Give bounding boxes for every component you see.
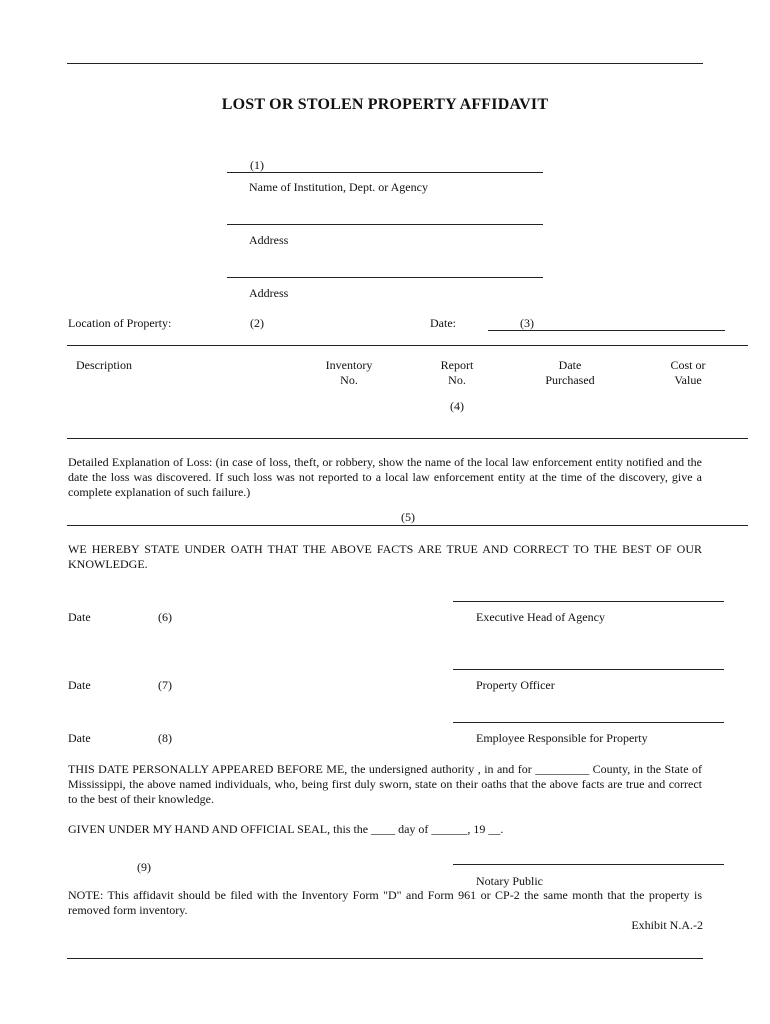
signature-1-role: Executive Head of Agency <box>476 610 605 624</box>
col-inventory-line1: Inventory <box>325 358 373 372</box>
signature-1-date-label: Date <box>68 610 91 624</box>
col-inventory-line2: No. <box>340 373 358 387</box>
signature-line-executive[interactable] <box>453 601 724 602</box>
institution-name-label: Name of Institution, Dept. or Agency <box>249 180 428 194</box>
field-9-number: (9) <box>137 860 151 874</box>
signature-line-property-officer[interactable] <box>453 669 724 670</box>
col-report-line1: Report <box>440 358 474 372</box>
field-4-number: (4) <box>450 399 464 413</box>
col-cost-line2: Value <box>674 373 702 387</box>
explanation-rule[interactable] <box>67 525 748 526</box>
field-8-number: (8) <box>158 731 172 745</box>
col-date-line2: Purchased <box>545 373 595 387</box>
top-rule <box>67 63 703 64</box>
field-2-number: (2) <box>250 316 264 330</box>
col-cost-line1: Cost or <box>670 358 706 372</box>
location-label: Location of Property: <box>68 316 172 330</box>
notary-signature-line[interactable] <box>453 864 724 865</box>
field-5-number: (5) <box>401 510 415 524</box>
field-3-number: (3) <box>520 316 534 330</box>
given-statement: GIVEN UNDER MY HAND AND OFFICIAL SEAL, this the ____ day of ______, 19 __. <box>68 822 504 836</box>
bottom-rule <box>67 958 703 959</box>
address-line-2[interactable] <box>227 277 543 278</box>
appeared-statement: THIS DATE PERSONALLY APPEARED BEFORE ME, the undersigned authority , in and for _________ County, in the State of Mississippi, the above named individuals, who, being first duly sworn, state on their oaths that the above facts are true and correct to the best of their knowledge. <box>68 762 702 806</box>
signature-2-role: Property Officer <box>476 678 555 692</box>
table-bottom-rule <box>67 438 748 439</box>
note-text: NOTE: This affidavit should be filed with the Inventory Form "D" and Form 961 or CP-2 the same month that the property is removed form inventory. <box>68 888 702 917</box>
explanation-text: Detailed Explanation of Loss: (in case of loss, theft, or robbery, show the name of the local law enforcement entity notified and the date the loss was discovered. If such loss was not reported to a local law enforcement entity at the time of the discovery, give a complete explanation of such failure.) <box>68 455 702 499</box>
institution-name-line[interactable] <box>227 172 543 173</box>
exhibit-label: Exhibit N.A.-2 <box>631 918 703 932</box>
signature-3-role: Employee Responsible for Property <box>476 731 648 745</box>
signature-2-date-label: Date <box>68 678 91 692</box>
address-label-1: Address <box>249 233 289 247</box>
address-label-2: Address <box>249 286 289 300</box>
signature-3-date-label: Date <box>68 731 91 745</box>
page-title: LOST OR STOLEN PROPERTY AFFIDAVIT <box>221 96 549 113</box>
date-label: Date: <box>430 316 456 330</box>
oath-statement: WE HEREBY STATE UNDER OATH THAT THE ABOVE FACTS ARE TRUE AND CORRECT TO THE BEST OF OUR KNOWLEDGE. <box>68 542 702 571</box>
date-line[interactable] <box>488 330 725 331</box>
col-description: Description <box>76 358 132 372</box>
col-report-line2: No. <box>448 373 466 387</box>
field-7-number: (7) <box>158 678 172 692</box>
signature-line-employee[interactable] <box>453 722 724 723</box>
notary-label: Notary Public <box>476 874 543 888</box>
col-date-line1: Date <box>558 358 582 372</box>
field-1-number: (1) <box>250 158 264 172</box>
field-6-number: (6) <box>158 610 172 624</box>
table-top-rule <box>67 345 748 346</box>
address-line-1[interactable] <box>227 224 543 225</box>
